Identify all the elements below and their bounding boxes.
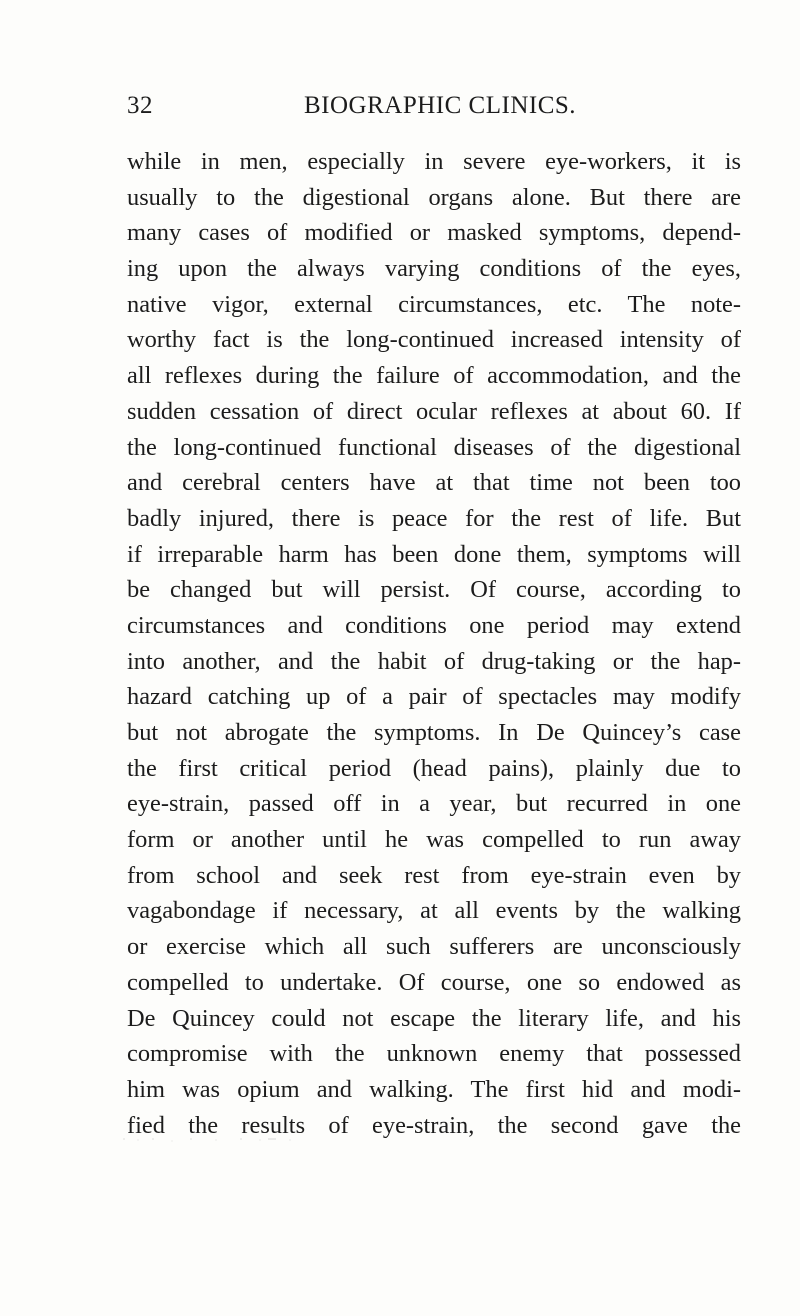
text-line: badly injured, there is peace for the rest of life. But [127,504,741,532]
text-line: him was opium and walking. The first hid and modi- [127,1075,741,1103]
text-line: form or another until he was compelled to run away [127,826,741,854]
text-line: the first critical period (head pains), plainly due to [127,754,741,782]
running-title: BIOGRAPHIC CLINICS. [304,92,577,119]
text-line: be changed but will persist. Of course, according to [127,576,741,604]
text-line: circumstances and conditions one period may extend [127,611,741,639]
text-line: the long-continued functional diseases of the digestional [127,433,741,461]
body-text [127,144,741,1143]
page-number: 32 [127,92,153,119]
text-line: fied the results of eye-strain, the second gave the [127,1111,741,1139]
text-line: or exercise which all such sufferers are unconsciously [127,933,741,961]
text-line: compromise with the unknown enemy that possessed [127,1040,741,1068]
text-line: all reflexes during the failure of accommodation, and the [127,362,741,390]
text-line: eye-strain, passed off in a year, but recurred in one [127,790,741,818]
scan-specks [120,1136,310,1144]
text-line: but not abrogate the symptoms. In De Quincey’s case [127,719,741,746]
running-header [127,92,741,132]
text-line: while in men, especially in severe eye-workers, it is [127,148,741,175]
text-line: hazard catching up of a pair of spectacles may modify [127,683,741,711]
text-line: De Quincey could not escape the literary life, and his [127,1004,741,1032]
text-line: sudden cessation of direct ocular reflexes at about 60. If [127,397,741,425]
text-line: native vigor, external circumstances, etc. The note- [127,290,741,318]
text-line: ing upon the always varying conditions of the eyes, [127,255,741,283]
text-line: many cases of modified or masked symptoms, depend- [127,219,741,247]
text-line: and cerebral centers have at that time not been too [127,469,741,497]
text-line: compelled to undertake. Of course, one so endowed as [127,968,741,996]
text-line: usually to the digestional organs alone. But there are [127,183,741,211]
text-line: worthy fact is the long-continued increased intensity of [127,326,741,354]
text-line: if irreparable harm has been done them, symptoms will [127,540,741,568]
text-line: from school and seek rest from eye-strain even by [127,861,741,889]
text-line: into another, and the habit of drug-taking or the hap- [127,647,741,675]
text-line: vagabondage if necessary, at all events by the walking [127,897,741,925]
